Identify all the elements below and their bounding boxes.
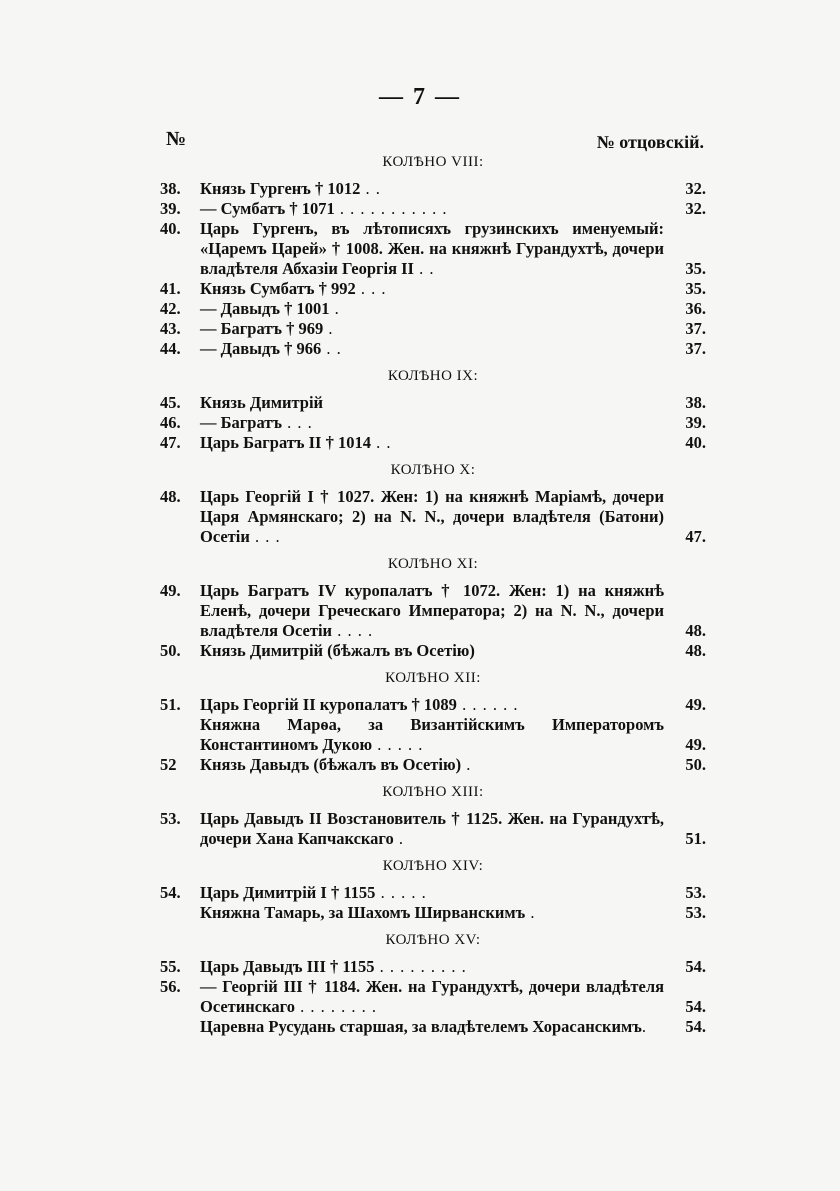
genealogy-entry [160, 1017, 706, 1037]
leader-dots: . . . . . . . . [294, 997, 377, 1016]
father-number: 39. [685, 413, 706, 432]
entry-number: 50. [160, 641, 181, 660]
entry-text: Царь Гургенъ, въ лѣтописяхъ грузинскихъ именуемый: «Царемъ Царей» † 1008. Жен. на княжнѣ Гурандухтѣ, дочери владѣтеля Абхазіи Георгія II [200, 219, 664, 278]
genealogy-entry [160, 695, 706, 715]
entry-text: Царь Димитрій I † 1155 [200, 883, 376, 902]
father-number: 48. [685, 641, 706, 660]
father-number: 47. [685, 527, 706, 546]
genealogy-entry [160, 809, 706, 849]
leader-dots: . . . [282, 413, 313, 432]
leader-dots: . . [413, 259, 435, 278]
leader-dots: . . . . [332, 621, 374, 640]
father-number: 50. [685, 755, 706, 774]
generation-heading: КОЛѢНО XIII: [382, 784, 484, 800]
genealogy-entry [160, 339, 706, 359]
page-number: — 7 — [379, 84, 461, 110]
entry-text: Царь Багратъ IV куропалатъ † 1072. Жен: 1) на княжнѣ Еленѣ, дочери Греческаго Императора; 2) на N. N., дочери владѣтеля Осетіи [200, 581, 664, 640]
generation-heading: КОЛѢНО XI: [387, 556, 479, 572]
entry-number: 53. [160, 809, 181, 828]
entry-number: 38. [160, 179, 181, 198]
leader-dots: . [525, 903, 536, 922]
father-number: 53. [685, 883, 706, 902]
leader-dots: . [323, 319, 334, 338]
genealogy-list [160, 152, 706, 1037]
entry-number: 55. [160, 957, 181, 976]
entry-number: 41. [160, 279, 181, 298]
genealogy-entry [160, 299, 706, 319]
entry-number: 54. [160, 883, 181, 902]
entry-number: 47. [160, 433, 181, 452]
genealogy-entry [160, 903, 706, 923]
leader-dots: . [393, 829, 405, 848]
entry-text: Царь Давыдъ III † 1155 [200, 957, 375, 976]
entry-text: Царь Давыдъ II Возстановитель † 1125. Жен. на Гурандухтѣ, дочери Хана Капчакскаго [200, 809, 664, 848]
entry-text: Царевна Русудань старшая, за владѣтелемъ Хорасанскимъ [200, 1017, 642, 1036]
father-number: 49. [685, 695, 706, 714]
genealogy-entry [160, 957, 706, 977]
genealogy-entry [160, 179, 706, 199]
father-number: 37. [685, 319, 706, 338]
leader-dots: . . . [355, 279, 387, 298]
genealogy-entry [160, 883, 706, 903]
entry-number: 39. [160, 199, 181, 218]
father-number: 35. [685, 259, 706, 278]
entry-text: Царь Багратъ II † 1014 [200, 433, 371, 452]
leader-dots: . . . . . . . . . . . [334, 199, 448, 218]
leader-dots: . . . [249, 527, 281, 546]
generation-heading: КОЛѢНО IX: [387, 368, 479, 384]
entry-text: — Багратъ † 969 [200, 319, 324, 338]
entry-number: 42. [160, 299, 181, 318]
leader-dots: . [641, 1017, 648, 1036]
father-number-column-header: № отцовскій. [596, 132, 704, 152]
genealogy-entry [160, 393, 706, 413]
entry-text: Князь Гургенъ † 1012 [200, 179, 361, 198]
generation-heading: КОЛѢНО XV: [385, 932, 481, 948]
father-number: 32. [685, 199, 706, 218]
entry-number: 56. [160, 977, 181, 996]
entry-number: 51. [160, 695, 181, 714]
leader-dots: . . [321, 339, 342, 358]
genealogy-entry [160, 487, 706, 547]
leader-dots: . . [370, 433, 392, 452]
generation-heading: КОЛѢНО X: [390, 462, 476, 478]
entry-number: 52 [160, 755, 177, 774]
genealogy-entry [160, 279, 706, 299]
father-number: 54. [685, 997, 706, 1016]
genealogy-entry [160, 319, 706, 339]
father-number: 32. [685, 179, 706, 198]
father-number: 54. [685, 957, 706, 976]
father-number: 51. [685, 829, 706, 848]
entry-text: Княжна Марѳа, за Византійскимъ Императоромъ Константиномъ Дукою [200, 715, 664, 754]
father-number: 40. [685, 433, 706, 452]
entry-text: Княжна Тамарь, за Шахомъ Ширванскимъ [200, 903, 526, 922]
genealogy-entry [160, 413, 706, 433]
genealogy-entry [160, 715, 706, 755]
genealogy-entry [160, 641, 706, 661]
leader-dots: . . [360, 179, 381, 198]
number-column-header: № [166, 128, 187, 150]
genealogy-entry [160, 199, 706, 219]
entry-number: 43. [160, 319, 181, 338]
entry-number: 45. [160, 393, 181, 412]
genealogy-entry [160, 219, 706, 279]
entry-text: Царь Георгій II куропалатъ † 1089 [200, 695, 457, 714]
entry-text: Князь Димитрій [200, 393, 324, 412]
genealogy-entry [160, 581, 706, 641]
entry-number: 44. [160, 339, 181, 358]
father-number: 35. [685, 279, 706, 298]
entry-text: Князь Сумбатъ † 992 [200, 279, 356, 298]
father-number: 37. [685, 339, 706, 358]
father-number: 48. [685, 621, 706, 640]
leader-dots: . . . . . [372, 735, 424, 754]
generation-heading: КОЛѢНО VIII: [382, 154, 484, 170]
father-number: 53. [685, 903, 706, 922]
genealogy-entry [160, 755, 706, 775]
entry-text: — Давыдъ † 966 [200, 339, 322, 358]
entry-number: 49. [160, 581, 181, 600]
entry-text: — Георгій III † 1184. Жен. на Гурандухтѣ, дочери владѣтеля Осетинскаго [200, 977, 664, 1016]
generation-heading: КОЛѢНО XIV: [382, 858, 484, 874]
genealogy-entry [160, 977, 706, 1017]
father-number: 49. [685, 735, 706, 754]
entry-text: — Сумбатъ † 1071 [200, 199, 335, 218]
entry-text: Князь Димитрій (бѣжалъ въ Осетію) [200, 641, 475, 660]
entry-text: — Багратъ [200, 413, 283, 432]
leader-dots: . . . . . [375, 883, 427, 902]
leader-dots: . [461, 755, 472, 774]
leader-dots: . . . . . . . . . [374, 957, 467, 976]
entry-text: Царь Георгій I † 1027. Жен: 1) на княжнѣ Маріамѣ, дочери Царя Армянскаго; 2) на N. N., дочери владѣтеля (Батони) Осетіи [200, 487, 664, 546]
entry-text: Князь Давыдъ (бѣжалъ въ Осетію) [200, 755, 462, 774]
genealogy-entry [160, 433, 706, 453]
entry-number: 46. [160, 413, 181, 432]
entry-number: 48. [160, 487, 181, 506]
entry-number: 40. [160, 219, 181, 238]
father-number: 54. [685, 1017, 706, 1036]
father-number: 38. [685, 393, 706, 412]
leader-dots: . . . . . . [456, 695, 519, 714]
leader-dots: . [329, 299, 340, 318]
father-number: 36. [685, 299, 706, 318]
entry-text: — Давыдъ † 1001 [200, 299, 330, 318]
generation-heading: КОЛѢНО XII: [385, 670, 481, 686]
